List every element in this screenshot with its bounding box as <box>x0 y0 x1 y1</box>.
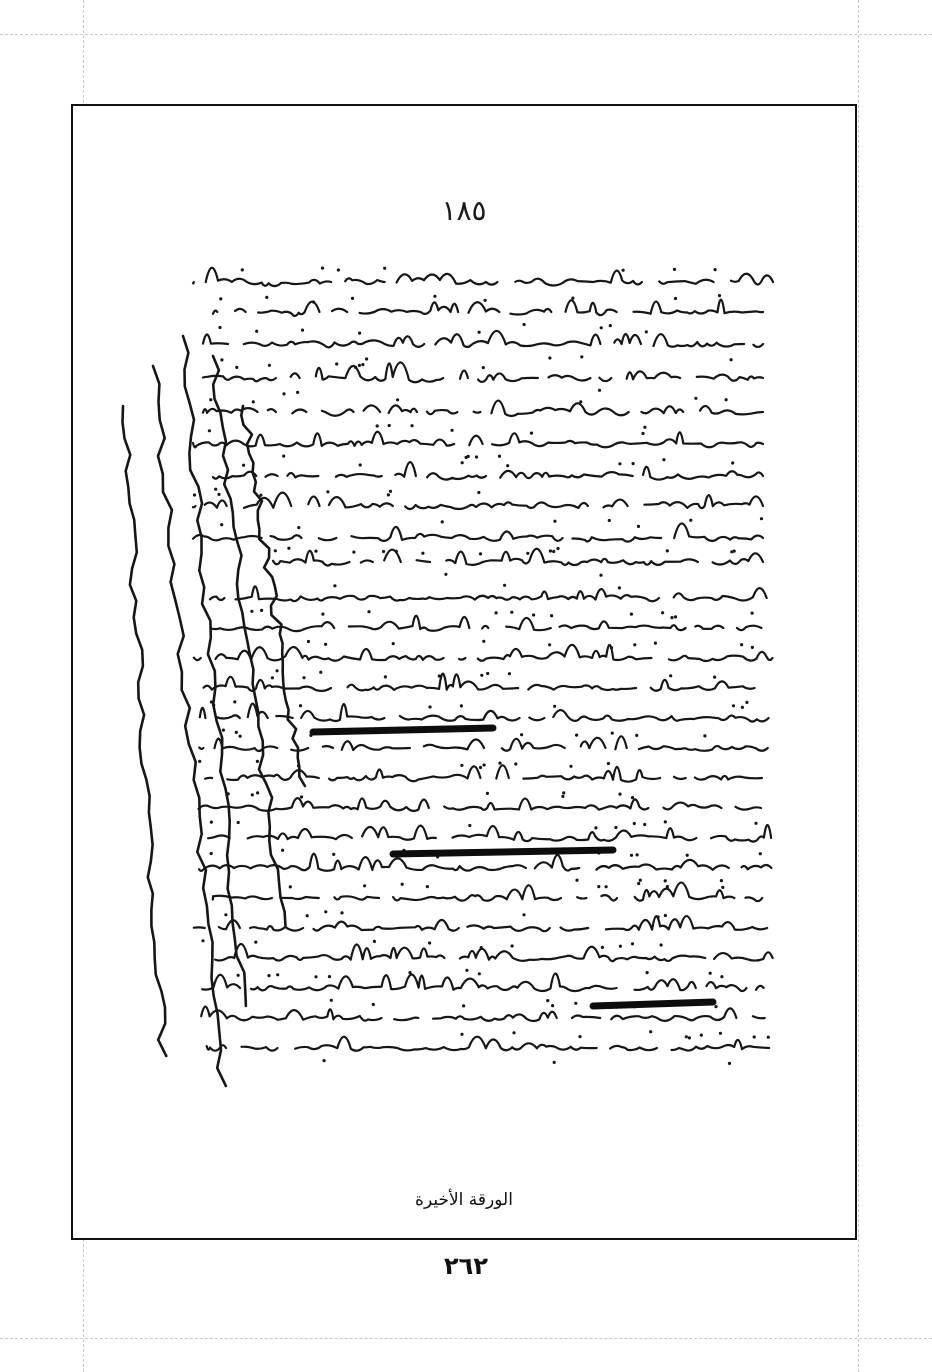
ink-dot <box>484 299 487 302</box>
ink-dot <box>674 615 677 618</box>
ink-dot <box>254 941 257 944</box>
ink-dot <box>713 676 716 679</box>
ink-dot <box>694 397 697 400</box>
ink-dot <box>340 911 343 914</box>
ink-dot <box>685 1035 688 1038</box>
ink-dot <box>233 700 236 703</box>
ink-dot <box>635 734 638 737</box>
ink-dot <box>441 520 444 523</box>
ink-dot <box>553 705 556 708</box>
ink-dot <box>630 854 633 857</box>
ink-dot <box>703 734 706 737</box>
ink-dot <box>460 1033 463 1036</box>
ink-dot <box>467 455 470 458</box>
handwritten-line <box>199 736 767 751</box>
ink-dot <box>354 366 357 369</box>
ink-dot <box>461 461 464 464</box>
ink-dot <box>256 791 259 794</box>
ink-dot <box>219 297 222 300</box>
ink-dot <box>657 915 660 918</box>
handwritten-line <box>203 331 763 347</box>
margin-note-stroke <box>183 336 246 1006</box>
handwritten-line <box>203 401 763 416</box>
ink-dot <box>641 432 644 435</box>
ink-dot <box>767 1036 770 1039</box>
handwritten-line <box>193 493 763 509</box>
ink-dot <box>754 822 757 825</box>
ink-dot <box>235 731 238 734</box>
ink-dot <box>522 913 525 916</box>
handwritten-line <box>194 916 767 931</box>
handwritten-line <box>199 854 771 871</box>
ink-dot <box>670 616 673 619</box>
ink-dot <box>721 886 724 889</box>
ink-dot <box>664 879 667 882</box>
ink-dot <box>661 611 664 614</box>
ink-dot <box>495 611 498 614</box>
ink-dot <box>426 885 429 888</box>
ink-dot <box>512 1031 515 1034</box>
ink-dot <box>214 488 217 491</box>
ink-dot <box>237 821 240 824</box>
ink-dot <box>530 432 533 435</box>
ink-dot <box>358 364 361 367</box>
ink-dot <box>367 610 370 613</box>
ink-dot <box>468 824 471 827</box>
ink-dot <box>733 550 736 553</box>
ink-dot <box>649 1030 652 1033</box>
ink-dot <box>575 734 578 737</box>
ink-dot <box>731 461 734 464</box>
handwritten-line <box>273 549 763 566</box>
ink-dot <box>689 519 692 522</box>
ink-dot <box>759 852 762 855</box>
handwritten-line <box>199 798 762 811</box>
ink-dot <box>503 584 506 587</box>
ink-dot <box>260 609 263 612</box>
ink-dot <box>271 676 274 679</box>
ink-dot <box>580 355 583 358</box>
margin-note-stroke <box>123 406 167 1056</box>
ink-dot <box>511 944 514 947</box>
ink-dot <box>281 849 284 852</box>
ink-dot <box>571 297 574 300</box>
ink-dot <box>598 389 601 392</box>
handwritten-line <box>203 362 763 382</box>
ink-dot <box>633 643 636 646</box>
ink-dot <box>220 523 223 526</box>
ink-dot <box>250 610 253 613</box>
ink-strikethrough <box>593 1002 713 1006</box>
ink-dot <box>550 614 553 617</box>
ink-dot <box>335 362 338 365</box>
ink-dot <box>486 792 489 795</box>
ink-dot <box>714 1005 717 1008</box>
scan-guide-right <box>858 0 859 1372</box>
ink-dot <box>387 493 390 496</box>
ink-dot <box>654 642 657 645</box>
ink-dot <box>392 642 395 645</box>
ink-dot <box>321 267 324 270</box>
handwritten-line <box>193 268 773 286</box>
ink-dot <box>745 701 748 704</box>
ink-dot <box>255 330 258 333</box>
ink-dot <box>365 357 368 360</box>
ink-dot <box>666 885 669 888</box>
ink-dot <box>553 1061 556 1064</box>
ink-dot <box>217 493 220 496</box>
ink-dot <box>324 910 327 913</box>
ink-dot <box>251 793 254 796</box>
ink-dot <box>719 1032 722 1035</box>
ink-dot <box>608 519 611 522</box>
ink-dot <box>637 882 640 885</box>
ink-dot <box>268 364 271 367</box>
ink-dot <box>740 643 743 646</box>
ink-dot <box>361 363 364 366</box>
ink-dot <box>714 268 717 271</box>
ink-dot <box>241 268 244 271</box>
ink-dot <box>709 972 712 975</box>
ink-dot <box>302 676 305 679</box>
ink-dot <box>299 704 302 707</box>
ink-dot <box>198 760 201 763</box>
handwritten-line <box>202 974 763 992</box>
ink-dot <box>274 549 277 552</box>
ink-dot <box>324 643 327 646</box>
ink-dot <box>609 324 612 327</box>
ink-strikethrough <box>313 728 493 732</box>
ink-dot <box>549 549 552 552</box>
ink-dot <box>307 640 310 643</box>
ink-dot <box>235 366 238 369</box>
ink-dot <box>276 973 279 976</box>
ink-dot <box>498 762 501 765</box>
ink-dot <box>618 586 621 589</box>
ink-dot <box>252 400 255 403</box>
ink-dot <box>460 764 463 767</box>
ink-dot <box>631 942 634 945</box>
handwritten-line <box>213 300 763 316</box>
ink-dot <box>552 550 555 553</box>
ink-dot <box>384 675 387 678</box>
ink-dot <box>282 392 285 395</box>
ink-dot <box>666 549 669 552</box>
ink-dot <box>482 366 485 369</box>
ink-dot <box>607 762 610 765</box>
handwritten-line <box>213 462 763 479</box>
ink-dot <box>510 611 513 614</box>
ink-dot <box>314 975 317 978</box>
handwritten-line <box>200 704 769 722</box>
ink-dot <box>267 974 270 977</box>
ink-dot <box>352 551 355 554</box>
handwritten-line <box>188 1007 765 1021</box>
ink-dot <box>259 494 262 497</box>
ink-dot <box>289 885 292 888</box>
ink-dot <box>514 762 517 765</box>
ink-dot <box>751 646 754 649</box>
ink-dot <box>208 429 211 432</box>
ink-dot <box>287 547 290 550</box>
ink-dot <box>561 795 564 798</box>
ink-dot <box>218 326 221 329</box>
scan-guide-bottom <box>0 1338 932 1339</box>
ink-dot <box>301 329 304 332</box>
ink-dot <box>373 940 376 943</box>
ink-dot <box>578 1035 581 1038</box>
ink-dot <box>664 914 667 917</box>
ink-dot <box>256 760 259 763</box>
ink-dot <box>209 398 212 401</box>
ink-dot <box>760 517 763 520</box>
ink-dot <box>673 268 676 271</box>
ink-dot <box>508 672 511 675</box>
ink-dot <box>646 971 649 974</box>
ink-dot <box>480 946 483 949</box>
ink-dot <box>332 853 335 856</box>
ink-dot <box>444 573 447 576</box>
ink-dot <box>396 398 399 401</box>
ink-dot <box>477 491 480 494</box>
ink-dot <box>300 795 303 798</box>
ink-dot <box>630 613 633 616</box>
ink-dot <box>328 975 331 978</box>
ink-dot <box>753 1035 756 1038</box>
manuscript-plate <box>71 104 857 1240</box>
handwritten-manuscript-text <box>73 106 855 1238</box>
ink-dot <box>553 520 556 523</box>
ink-dot <box>388 424 391 427</box>
ink-dot <box>569 765 572 768</box>
ink-dot <box>475 455 478 458</box>
ink-dot <box>222 729 225 732</box>
ink-dot <box>532 613 535 616</box>
ink-dot <box>337 268 340 271</box>
ink-dot <box>751 612 754 615</box>
ink-dot <box>382 550 385 553</box>
ink-dot <box>662 458 665 461</box>
ink-dot <box>389 490 392 493</box>
ink-dot <box>438 674 441 677</box>
ink-dot <box>720 879 723 882</box>
ink-dot <box>480 674 483 677</box>
ink-dot <box>224 913 227 916</box>
ink-dot <box>636 853 639 856</box>
handwritten-line <box>194 645 773 661</box>
ink-dot <box>633 822 636 825</box>
ink-dot <box>265 296 268 299</box>
ink-dot <box>599 574 602 577</box>
ink-dot <box>664 820 667 823</box>
ink-dot <box>359 463 362 466</box>
ink-dot <box>321 613 324 616</box>
ink-dot <box>376 424 379 427</box>
ink-dot <box>312 300 315 303</box>
ink-dot <box>297 526 300 529</box>
ink-dot <box>395 550 398 553</box>
ink-dot <box>645 330 648 333</box>
ink-dot <box>210 852 213 855</box>
ink-dot <box>523 323 526 326</box>
ink-dot <box>210 821 213 824</box>
handwritten-line <box>211 616 761 631</box>
ink-dot <box>732 704 735 707</box>
handwritten-line <box>193 432 763 448</box>
ink-dot <box>220 358 223 361</box>
ink-dot <box>433 295 436 298</box>
ink-dot <box>351 297 354 300</box>
ink-strikethrough <box>393 850 613 854</box>
ink-dot <box>562 791 565 794</box>
page-number: ٢٦٢ <box>444 1252 488 1280</box>
ink-dot <box>631 796 634 799</box>
ink-dot <box>326 490 329 493</box>
ink-dot <box>610 646 613 649</box>
page-caption: الورقة الأخيرة <box>415 1190 513 1210</box>
handwritten-line <box>199 586 767 601</box>
ink-dot <box>363 884 366 887</box>
ink-dot <box>482 640 485 643</box>
ink-dot <box>460 704 463 707</box>
ink-dot <box>421 552 424 555</box>
ink-dot <box>428 705 431 708</box>
ink-dot <box>451 429 454 432</box>
ink-dot <box>725 398 728 401</box>
ink-dot <box>548 356 551 359</box>
ink-dot <box>618 462 621 465</box>
ink-dot <box>428 941 431 944</box>
ink-dot <box>383 267 386 270</box>
ink-dot <box>601 946 604 949</box>
ink-dot <box>478 972 481 975</box>
ink-dot <box>462 1004 465 1007</box>
ink-dot <box>643 823 646 826</box>
ink-dot <box>242 464 245 467</box>
ink-dot <box>306 914 309 917</box>
ink-dot <box>674 297 677 300</box>
ink-dot <box>548 643 551 646</box>
ink-dot <box>237 974 240 977</box>
ink-dot <box>319 671 322 674</box>
ink-dot <box>358 332 361 335</box>
ink-dot <box>618 793 621 796</box>
ink-dot <box>556 547 559 550</box>
ink-dot <box>660 943 663 946</box>
ink-dot <box>479 552 482 555</box>
ink-dot <box>594 826 597 829</box>
ink-dot <box>498 455 501 458</box>
ink-dot <box>483 763 486 766</box>
ink-dot <box>600 326 603 329</box>
ink-dot <box>637 525 640 528</box>
ink-dot <box>193 493 196 496</box>
ink-dot <box>643 426 646 429</box>
ink-dot <box>551 1004 554 1007</box>
ink-dot <box>526 552 529 555</box>
handwritten-line <box>213 883 762 902</box>
ink-dot <box>632 462 635 465</box>
handwritten-line <box>197 944 772 961</box>
ink-dot <box>239 735 242 738</box>
ink-dot <box>282 455 285 458</box>
ink-dot <box>546 999 549 1002</box>
ink-dot <box>574 1002 577 1005</box>
handwritten-line <box>205 765 762 781</box>
ink-dot <box>622 269 625 272</box>
handwritten-line <box>207 1037 769 1051</box>
ink-dot <box>506 464 509 467</box>
ink-dot <box>614 826 617 829</box>
handwritten-line <box>193 523 763 541</box>
ink-dot <box>669 674 672 677</box>
ink-dot <box>720 975 723 978</box>
ink-dot <box>619 945 622 948</box>
ink-dot <box>330 999 333 1002</box>
ink-dot <box>333 584 336 587</box>
ink-dot <box>276 669 279 672</box>
ink-dot <box>611 732 614 735</box>
ink-dot <box>520 733 523 736</box>
ink-dot <box>465 969 468 972</box>
ink-dot <box>323 1059 326 1062</box>
ink-dot <box>597 885 600 888</box>
handwritten-line <box>208 825 771 842</box>
ink-dot <box>700 1034 703 1037</box>
ink-dot <box>411 424 414 427</box>
ink-dot <box>372 1003 375 1006</box>
margin-note-stroke <box>153 366 226 1086</box>
scan-guide-top <box>0 34 932 35</box>
ink-dot <box>401 883 404 886</box>
ink-dot <box>741 706 744 709</box>
ink-dot <box>486 672 489 675</box>
ink-dot <box>479 766 482 769</box>
ink-dot <box>686 854 689 857</box>
ink-dot <box>296 391 299 394</box>
ink-dot <box>575 879 578 882</box>
ink-dot <box>478 331 481 334</box>
manuscript-folio-number: ١٨٥ <box>441 194 487 227</box>
ink-dot <box>718 294 721 297</box>
ink-dot <box>579 400 582 403</box>
ink-dot <box>201 939 204 942</box>
ink-dot <box>314 550 317 553</box>
ink-dot <box>728 1062 731 1065</box>
ink-dot <box>730 358 733 361</box>
ink-dot <box>639 879 642 882</box>
ink-dot <box>688 1036 691 1039</box>
ink-dot <box>605 885 608 888</box>
